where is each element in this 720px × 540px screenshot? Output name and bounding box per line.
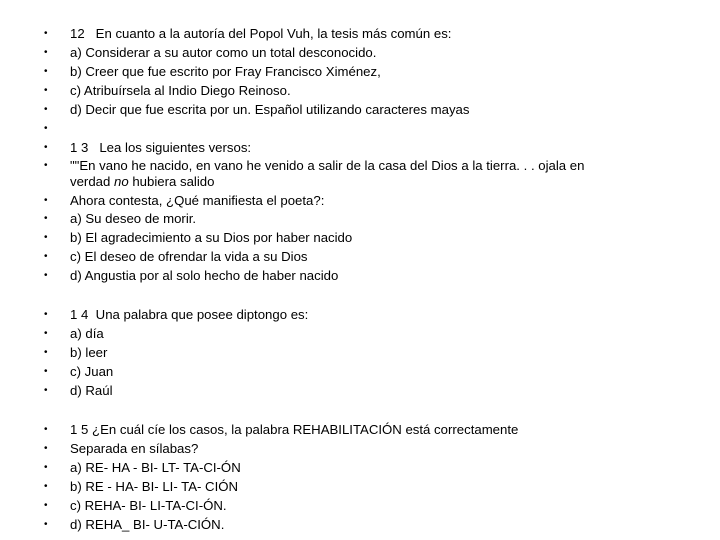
option-text: a) Su deseo de morir. <box>70 211 197 226</box>
bullet: • <box>44 366 48 377</box>
bullet: • <box>44 500 48 511</box>
bullet: • <box>44 47 48 58</box>
bullet: • <box>44 328 48 339</box>
question-number: 1 4 <box>70 307 89 322</box>
bullet: • <box>44 385 48 396</box>
bullet: • <box>44 519 48 530</box>
option-text: c) El deseo de ofrendar la vida a su Dios <box>70 249 308 264</box>
verse-text: verdad <box>70 174 114 189</box>
verse-text: ""En vano he nacido, en vano he venido a salir de la casa del Dios a la tierra. . . ojala en <box>70 158 585 173</box>
option-text: c) REHA- BI- LI-TA-CI-ÓN. <box>70 498 227 513</box>
bullet: • <box>44 213 48 224</box>
question-stem: Separada en sílabas? <box>70 441 199 456</box>
bullet: • <box>44 142 48 153</box>
option-text: d) Raúl <box>70 383 113 398</box>
bullet: • <box>44 251 48 262</box>
option-text: b) RE - HA- BI- LI- TA- CIÓN <box>70 479 239 494</box>
prompt-text: Ahora contesta, ¿Qué manifiesta el poeta?: <box>70 193 325 208</box>
bullet: • <box>44 347 48 358</box>
bullet: • <box>44 66 48 77</box>
bullet: • <box>44 270 48 281</box>
question-stem: En cuanto a la autoría del Popol Vuh, la tesis más común es: <box>95 26 452 41</box>
option-text: d) REHA_ BI- U-TA-CIÓN. <box>70 517 225 532</box>
bullet: • <box>44 309 48 320</box>
bullet: • <box>44 462 48 473</box>
bullet: • <box>44 232 48 243</box>
bullet: • <box>44 85 48 96</box>
verse-text: hubiera salido <box>128 174 215 189</box>
bullet: • <box>44 481 48 492</box>
bullet: • <box>44 195 48 206</box>
option-text: d) Decir que fue escrita por un. Español utilizando caracteres mayas <box>70 102 470 117</box>
option-text: c) Atribuírsela al Indio Diego Reinoso. <box>70 83 291 98</box>
bullet: • <box>44 104 48 115</box>
bullet: • <box>44 123 48 134</box>
verse-emphasis: no <box>114 174 129 189</box>
question-stem: Una palabra que posee diptongo es: <box>95 307 309 322</box>
option-text: d) Angustia por al solo hecho de haber nacido <box>70 268 339 283</box>
option-text: a) día <box>70 326 104 341</box>
bullet: • <box>44 28 48 39</box>
question-number: 12 <box>70 26 85 41</box>
option-text: c) Juan <box>70 364 114 379</box>
bullet: • <box>44 160 48 171</box>
question-stem: ¿En cuál cíe los casos, la palabra REHABILITACIÓN está correctamente <box>92 422 519 437</box>
option-text: a) RE- HA - BI- LT- TA-CI-ÓN <box>70 460 241 475</box>
option-text: a) Considerar a su autor como un total desconocido. <box>70 45 377 60</box>
question-number: 1 5 <box>70 422 89 437</box>
bullet: • <box>44 424 48 435</box>
option-text: b) leer <box>70 345 108 360</box>
question-stem: Lea los siguientes versos: <box>99 140 252 155</box>
option-text: b) El agradecimiento a su Dios por haber nacido <box>70 230 353 245</box>
question-number: 1 3 <box>70 140 89 155</box>
bullet: • <box>44 443 48 454</box>
option-text: b) Creer que fue escrito por Fray Francisco Ximénez, <box>70 64 381 79</box>
